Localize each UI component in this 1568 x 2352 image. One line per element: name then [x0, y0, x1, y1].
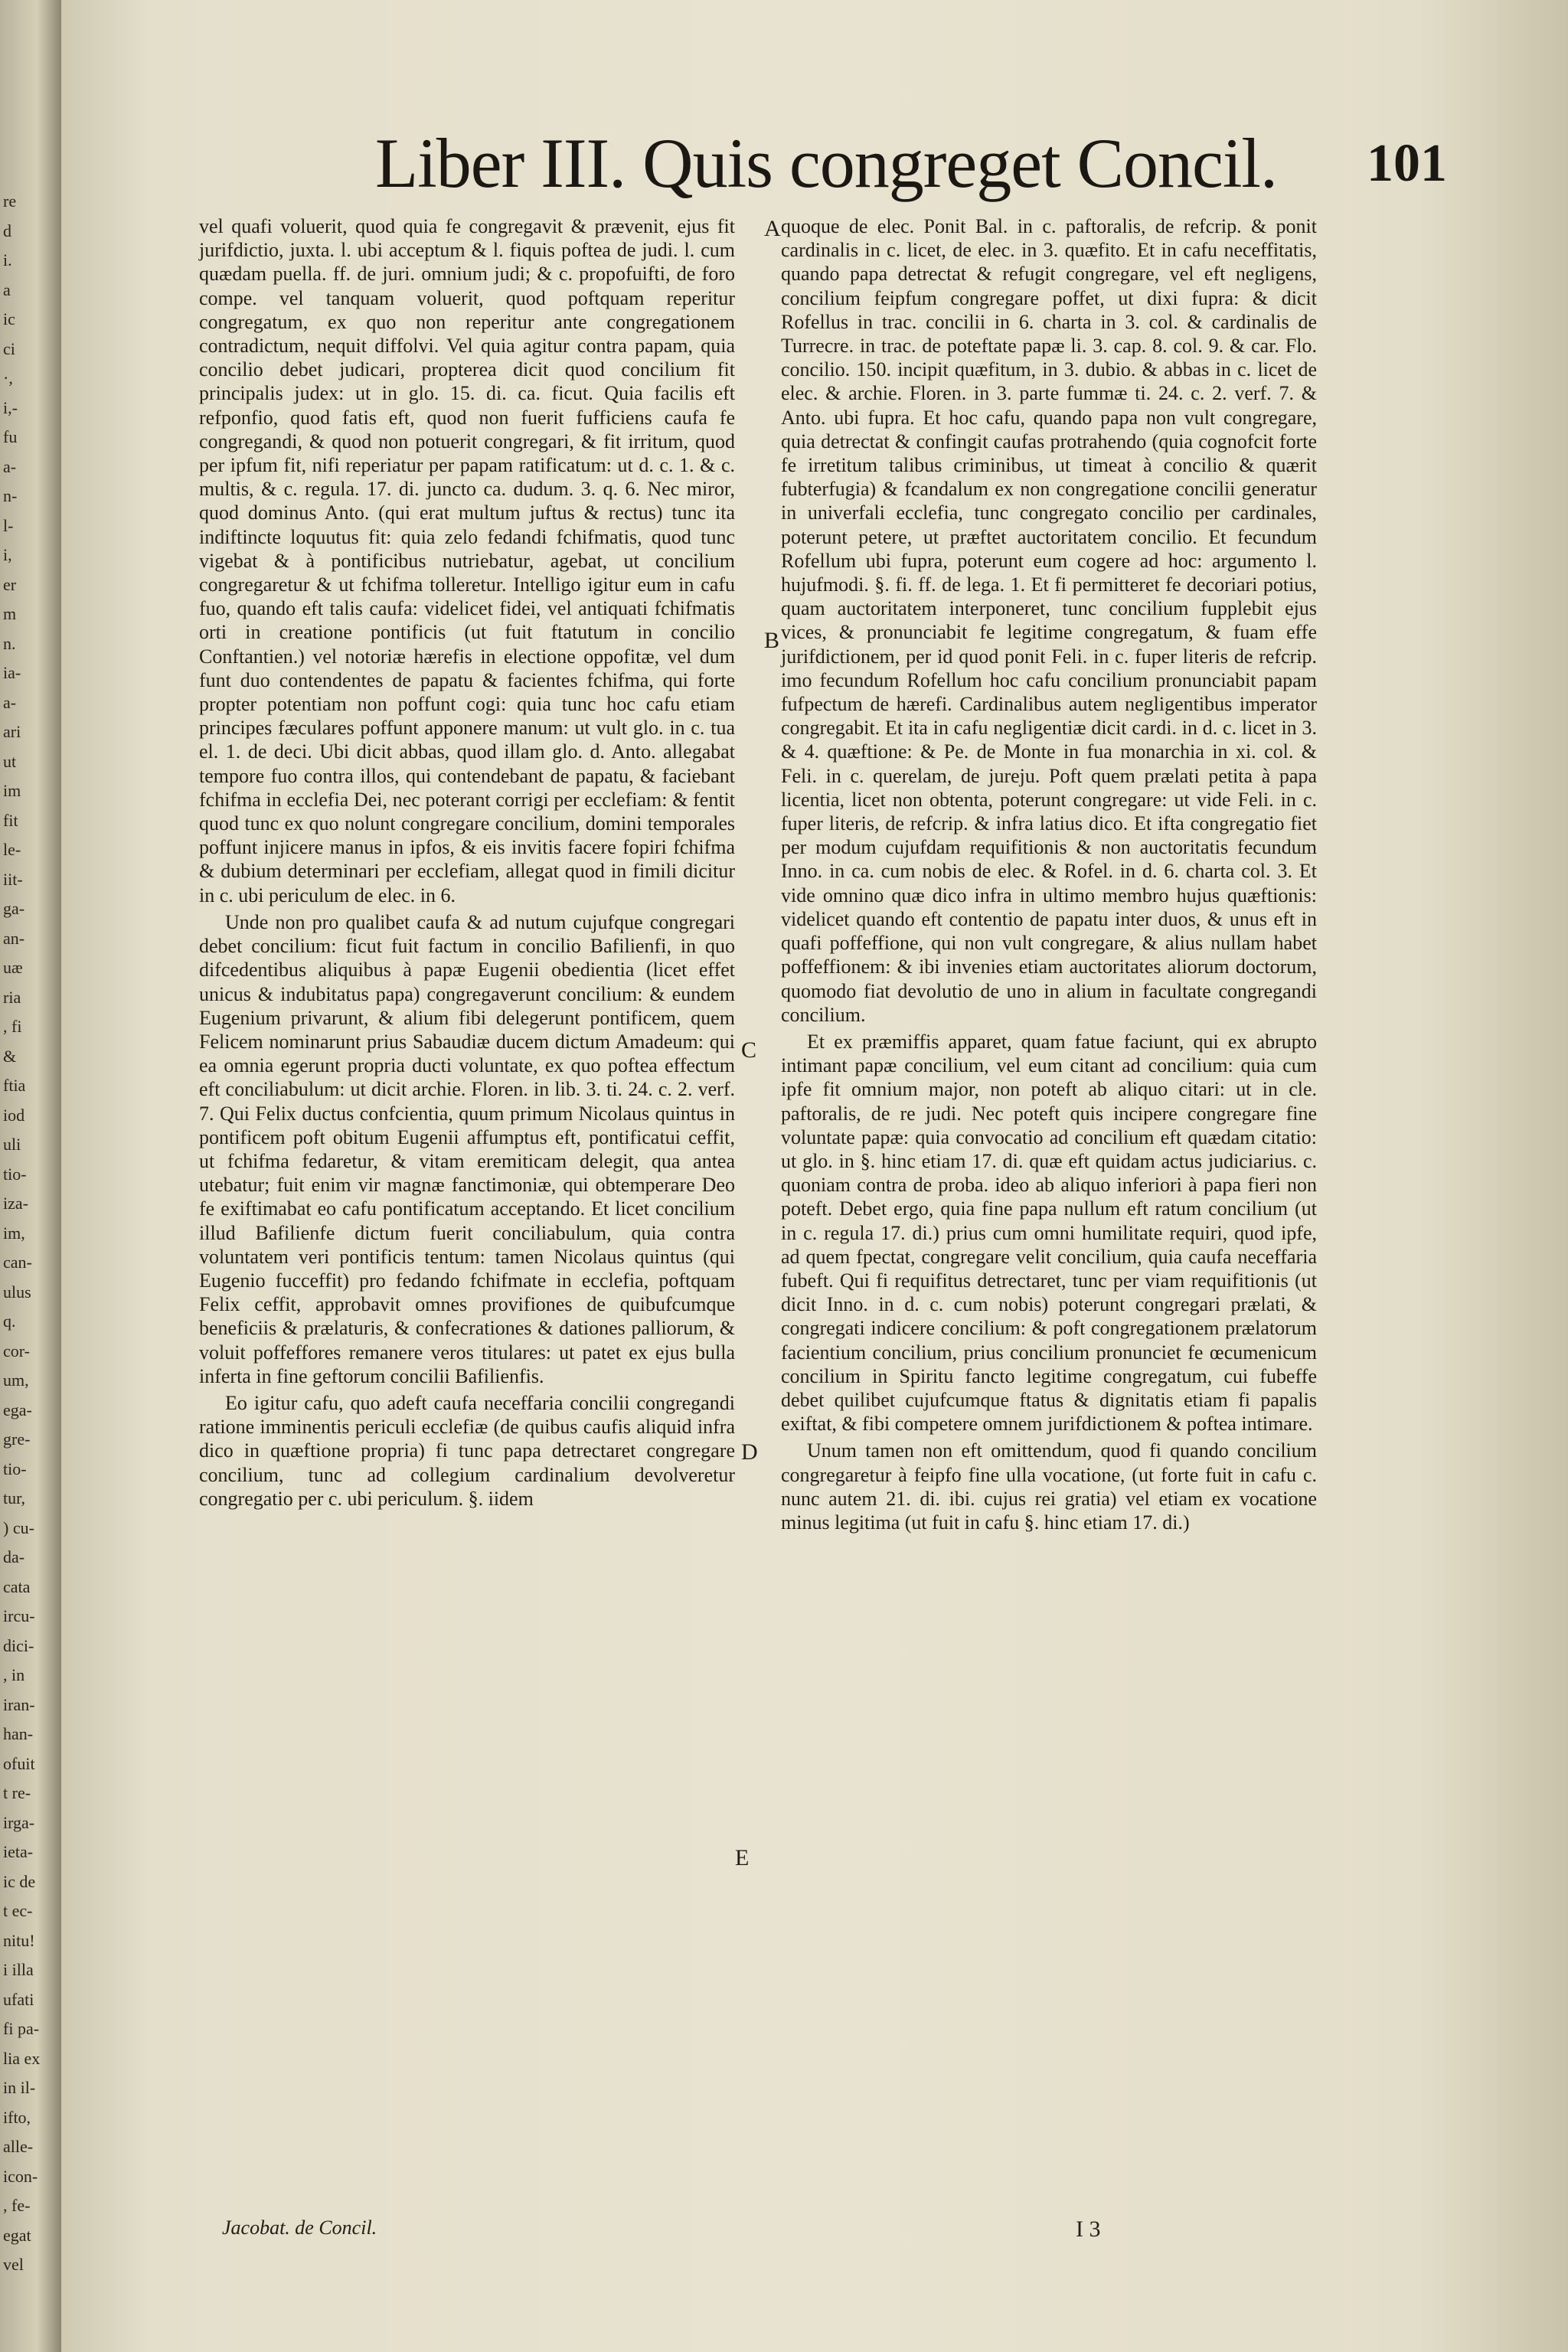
facing-page-fragment: ircu-: [3, 1606, 35, 1625]
facing-page-fragment: ci: [3, 338, 15, 358]
facing-page-fragment: gre-: [3, 1429, 31, 1449]
facing-page-fragment: lia ex: [3, 2048, 41, 2068]
facing-page-fragment: q.: [3, 1312, 16, 1331]
facing-page-fragment: da-: [3, 1547, 25, 1566]
margin-letter-a: A: [764, 216, 781, 241]
facing-page-fragment: fu: [3, 427, 18, 446]
facing-page-fragment: vel: [3, 2255, 24, 2274]
facing-page-fragment: t re-: [3, 1783, 31, 1802]
facing-page-fragment: ·,: [3, 368, 13, 387]
signature-mark: I 3: [1076, 2216, 1101, 2242]
facing-page-fragment: cor-: [3, 1341, 30, 1361]
facing-page-fragment: ega-: [3, 1400, 32, 1419]
facing-page-fragment: , in: [3, 1665, 25, 1684]
margin-letter-c: C: [741, 1037, 757, 1063]
facing-page-fragment: i illa: [3, 1960, 34, 1979]
facing-page-fragment: an-: [3, 928, 25, 948]
facing-page-fragment: ga-: [3, 899, 25, 918]
left-paragraph-2: Unde non pro qualibet caufa & ad nutum cujufque congregari debet concilium: ficut fuit factum in concilio Bafilienfi, in quo difcedentibus aliquibus à papæ Eugenii obedientia (licet effet unicus & indubitatus papa) congregaverunt concilium: & eundem Eugenium privarunt, & alium fibi delegerunt pontificem, quem Felicem nominarunt prius Sabaudiæ ducem dictum Amadeum: qui ea omnia egerunt propria ducti voluntate, ex quo poftea effectum eft conciliabulum: ut dicit archie. Floren. in lib. 3. ti. 24. c. 2. verf. 7. Qui Felix ductus confcientia, quum primum Nicolaus quintus in pontificem poft obitum Eugenii affumptus eft, pontificatui ceffit, ut fchifma fedaretur, & vitam eremiticam delegit, qua antea utebatur; fuit enim vir magnæ fanctimoniæ, qui obtemperare Deo fe exiftimabat eo cafu pontificatum acceptando. Et licet concilium illud Bafilienfe dictum fuerit conciliabulum, quia contra voluntatem veri pontificis tentum: tamen Nicolaus quintus (qui Eugenio fucceffit) pro fedando fchifmate in ecclefia, poftquam Felix ceffit, approbavit omnes provifiones de quibufcumque beneficiis & prælaturis, & confecrationes & dationes palliorum, & voluit poffeffores remanere veros titulares: ut patet ex ejus bulla inferta in fine geftorum concilii Bafilienfis.: [199, 910, 735, 1387]
facing-page-fragment: , fe-: [3, 2196, 31, 2215]
facing-page-fragment: iza-: [3, 1194, 28, 1213]
facing-page-fragment: um,: [3, 1370, 29, 1390]
facing-page-fragment: iit-: [3, 869, 23, 889]
facing-page-fragment: , fi: [3, 1017, 22, 1036]
facing-page-fragment: le-: [3, 840, 21, 859]
facing-page-fragment: iran-: [3, 1694, 35, 1714]
facing-page-fragment: nitu!: [3, 1930, 35, 1950]
left-paragraph-3: Eo igitur cafu, quo adeft caufa neceffaria concilii congregandi ratione imminentis periculi ecclefiæ (de quibus caufis aliquid infra dico in quæftione propria) fi tunc papa detrectaret congregare concilium, tunc ad collegium cardinalium devolveretur congregatio per c. ubi periculum. §. iidem: [199, 1391, 735, 1510]
facing-page-fragment: im,: [3, 1223, 25, 1243]
margin-letter-b: B: [764, 628, 780, 653]
facing-page-fragment: l-: [3, 515, 14, 535]
facing-page-fragment: ia-: [3, 663, 21, 682]
facing-page-fragment: i.: [3, 250, 12, 270]
facing-page-fragment: irga-: [3, 1812, 35, 1832]
page-title: Liber III. Quis congreget Concil.: [375, 124, 1277, 202]
facing-page-fragment: in il-: [3, 2078, 36, 2097]
right-paragraph-1: quoque de elec. Ponit Bal. in c. paftoralis, de refcrip. & ponit cardinalis in c. licet, de elec. in 3. quæfito. Et in cafu neceffitatis, quando papa detrectat & refugit congregare, vel eft negligens, concilium feipfum congregare poffet, ut dixi fupra: & dicit Rofellus in trac. concilii in 6. charta in 3. col. & cardinalis de Turrecre. in trac. de poteftate papæ li. 3. cap. 8. col. 9. & car. Flo. concilio. 150. incipit quæfitum, in 3. dubio. & abbas in c. licet de elec. & archie. Floren. in 3. parte fummæ ti. 24. c. 2. verf. 7. & Anto. ubi fupra. Et hoc cafu, quando papa non vult congregare, quia detrectat & confingit caufas protrahendo (quia cognofcit forte fe irretitum talibus criminibus, ut timeat à concilio & quærit fubterfugia) & fcandalum ex non congregatione concilii generatur in univerfali ecclefia, tunc congregato concilio per cardinales, poterunt petere, ut præftet auctoritatem concilio. Et fecundum Rofellum ubi fupra, poterunt eum cogere ad hoc: argumento l. hujufmodi. §. fi. ff. de lega. 1. Et fi permitteret fe decoriari potius, quam auctoritatem interponeret, tunc concilium fupplebit ejus vices, & pronunciabit fe legitime congregatum, & fuam effe jurifdictionem, per id quod ponit Feli. in c. fuper literis de refcrip. imo fecundum Rofellum hoc cafu concilium pronunciabit papam fufpectum de hærefi. Cardinalibus autem negligentibus imperator congregabit. Et ita in cafu negligentiæ dicit cardi. in d. c. licet in 3. & 4. quæftione: & Pe. de Monte in fua monarchia in xi. col. & Feli. in c. querelam, de jureju. Poft quem prælati petita à papa licentia, licet non obtenta, poterunt congregare: ut vide Feli. in c. fuper literis, de refcrip. & infra latius dico. Et ifta congregatio fiet per modum cujufdam requifitionis & non auctoritatis fecundum Inno. in ca. cum nobis de elec. & Rofel. in d. 6. charta col. 3. Et vide omnino quæ dico infra in ultimo membro hujus quæftionis: videlicet quando eft contentio de papatu inter duos, & unus eft in quafi poffeffione, qui non vult congregare, & alius nullam habet poffeffionem: & ibi invenies etiam auctoritates aliorum doctorum, quomodo fiat devolutio de uno in alium in facultate congregandi concilium.: [781, 215, 1317, 1026]
facing-page-fragment: ut: [3, 751, 17, 771]
facing-page-fragment: im: [3, 781, 21, 800]
facing-page-fragment: ofuit: [3, 1753, 35, 1773]
facing-page-fragment: cata: [3, 1576, 31, 1596]
left-paragraph-1: vel quafi voluerit, quod quia fe congregavit & prævenit, ejus fit jurifdictio, juxta. l. ubi acceptum & l. fiquis poftea de judi. l. cum quædam puella. ff. de juri. omnium judi; & c. propofuifti, de foro compe. vel tanquam voluerit, quod poftquam reperitur congregatum, ex quo non reperitur ante congregationem contradictum, nequit diffolvi. Vel quia agitur contra papam, quia concilio debet judicari, propterea dicit quod concilium fit principalis judex: ut in glo. 15. di. ca. ficut. Quia facilis eft refponfio, quod fatis eft, quod non fuerit fufficiens caufa fe congregandi, & quod non potuerit congregari, & fit irritum, quod per ipfum fit, nifi reperiatur per papam ratificatum: ut d. c. 1. & c. multis, & c. regula. 17. di. juncto ca. dudum. 3. q. 6. Nec miror, quod dominus Anto. (qui erat multum juftus & rectus) tunc ita indiftincte loquutus fit: quia zelo fedandi fchifmatis, quod tunc vigebat & à pontificibus nutriebatur, agebat, ut concilium congregaretur & ut fchifma tolleretur. Intelligo igitur eum in cafu fuo, quando eft talis caufa: videlicet fidei, vel antiquati fchifmatis orti in creatione pontificis (ut fuit ftatutum in concilio Conftantien.) vel notoriæ hærefis in electione oppofitæ, vel dum funt duo contendentes de papatu & facientes fchifma, qui forte propter potentiam non poffunt cogi: quia tunc hoc cafu etiam principes fæculares poffunt apponere manum: ut vult glo. in c. tua el. 1. de deci. Ubi dicit abbas, quod illam glo. d. Anto. allegabat tempore fuo contra illos, qui contendebant de papatu, & faciebant fchifma in ecclefia Dei, nec poterant corrigi per ecclefiam: & fentit quod tunc ex quo nolunt congregare concilium, domini temporales poffunt injicere manus in ipfos, & eis invitis facere fopiri fchifma & dubium determinari per ecclefiam, allegat quod in fimili dicitur in c. ubi periculum de elec. in 6.: [199, 215, 735, 906]
facing-page-fragment: uæ: [3, 958, 23, 977]
facing-page-fragment: ulus: [3, 1282, 31, 1302]
facing-page-fragment: &: [3, 1046, 17, 1066]
facing-page-fragment: dici-: [3, 1635, 34, 1655]
facing-page-fragment: icon-: [3, 2166, 38, 2186]
right-paragraph-3: Unum tamen non eft omittendum, quod fi quando concilium congregaretur à feipfo fine ulla vocatione, (ut forte fuit in cafu c. nunc autem 21. di. ibi. cujus rei gratia) vel etiam ex vocatione minus legitima (ut fuit in cafu §. hinc etiam 17. di.): [781, 1439, 1317, 1534]
facing-page-fragment: ic: [3, 309, 15, 328]
running-header: [375, 122, 1447, 207]
facing-page-fragment: ufati: [3, 1989, 34, 2009]
facing-page-fragment: ic de: [3, 1871, 36, 1891]
margin-letter-d: D: [741, 1439, 758, 1465]
facing-page-fragment: n-: [3, 486, 18, 505]
facing-page-fragment: ria: [3, 987, 21, 1007]
page-number: 101: [1367, 134, 1447, 193]
facing-page-fragment: ftia: [3, 1076, 26, 1095]
facing-page-fragment: can-: [3, 1253, 32, 1272]
facing-page-fragment: alle-: [3, 2137, 34, 2156]
facing-page-fragment: m: [3, 604, 17, 623]
facing-page-fragment: t ec-: [3, 1901, 33, 1920]
facing-page-fragment: d: [3, 220, 11, 240]
facing-page-fragment: egat: [3, 2225, 31, 2245]
facing-page-fragment: uli: [3, 1135, 21, 1154]
book-page: [61, 0, 1568, 2352]
facing-page-fragment: a: [3, 279, 11, 299]
facing-page-fragment: ari: [3, 722, 21, 741]
left-column: [199, 214, 735, 1514]
facing-page-fragment: fi pa-: [3, 2019, 40, 2038]
facing-page-fragment: er: [3, 574, 17, 594]
facing-page-fragment: i,-: [3, 397, 18, 417]
right-column: [781, 214, 1317, 1537]
facing-page-edge: [0, 0, 61, 2352]
facing-page-fragment: tur,: [3, 1488, 26, 1508]
facing-page-fragment: i,: [3, 545, 12, 564]
facing-page-fragment: tio-: [3, 1164, 27, 1184]
facing-page-fragment: ) cu-: [3, 1517, 34, 1537]
facing-page-fragment: a-: [3, 456, 17, 476]
facing-page-fragment: fit: [3, 810, 18, 830]
facing-page-fragment: iod: [3, 1105, 25, 1125]
facing-page-fragment: re: [3, 191, 17, 211]
facing-page-fragment: a-: [3, 692, 17, 712]
facing-page-fragment: tio-: [3, 1459, 27, 1478]
margin-letter-e: E: [735, 1845, 750, 1870]
right-paragraph-2: Et ex præmiffis apparet, quam fatue faciunt, qui ex abrupto intimant papæ concilium, vel eum citant ad concilium: quia cum ipfe fit omnium major, non poteft ab aliquo citari: ut in cle. paftoralis, de re judi. Nec poteft quis incipere congregare fine voluntate papæ: quia convocatio ad concilium eft quædam citatio: ut glo. in §. hinc etiam 17. di. quæ eft quidam actus judiciarius. c. quoniam contra de proba. ideo ab aliquo inferiori à papa fieri non poteft. Debet ergo, quia fine papa nullum eft ratum concilium (ut in c. regula 17. di.) prius cum omni humilitate requiri, quod ipfe, ad quem fpectat, congregare velit concilium, quia caufa neceffaria fubeft. Qui fi requifitus detrectaret, tunc per viam requifitionis (ut dicit Inno. in d. c. cum nobis) poterunt congregari prælati, & congregati indicere concilium: & poft congregationem prælatorum facientium concilium, prius concilium pronunciet fe œcumenicum concilium in Spiritu fancto legitime congregatum, cui fubeffe debet quilibet cujufcumque ftatus & dignitatis etiam fi papalis exiftat, & fibi competere omnem jurifdictionem & poftea intimare.: [781, 1030, 1317, 1436]
facing-page-fragment: n.: [3, 633, 16, 653]
facing-page-fragment: han-: [3, 1724, 34, 1743]
catchword: Jacobat. de Concil.: [222, 2216, 377, 2239]
facing-page-fragment: ifto,: [3, 2107, 31, 2127]
facing-page-fragment: ieta-: [3, 1842, 34, 1861]
